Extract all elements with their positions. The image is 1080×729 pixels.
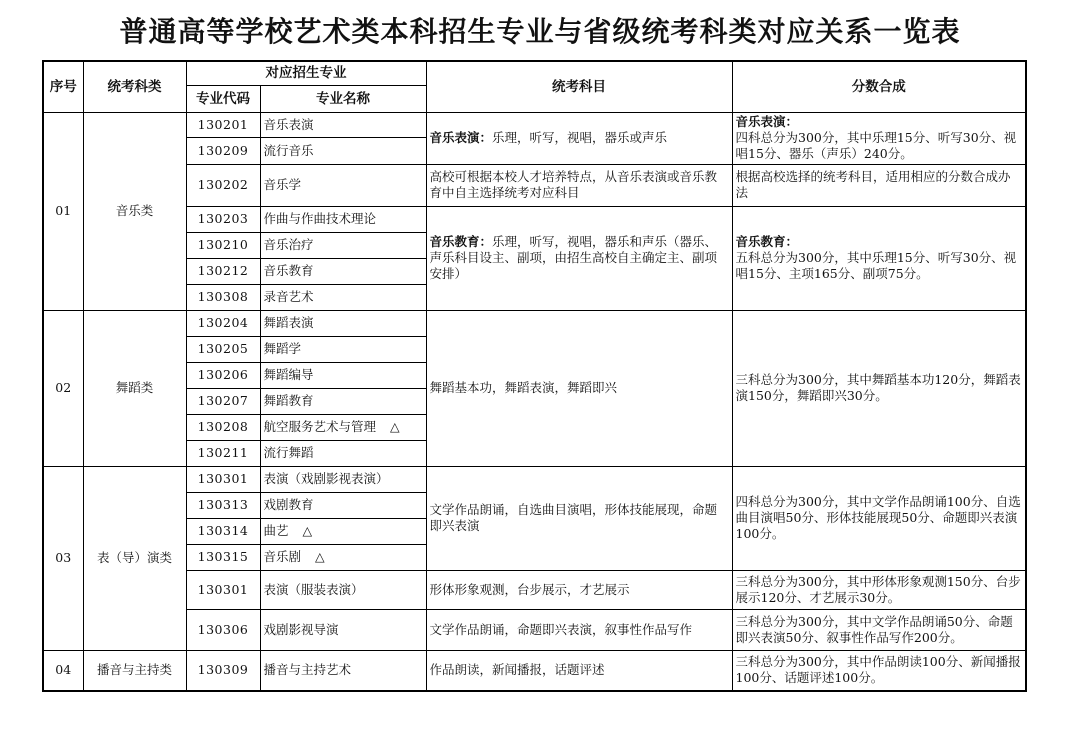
major-name: 作曲与作曲技术理论 [260, 206, 426, 232]
subjects-cell: 舞蹈基本功，舞蹈表演，舞蹈即兴 [426, 310, 732, 466]
major-name: 播音与主持艺术 [260, 650, 426, 691]
score-cell: 三科总分为300分，其中舞蹈基本功120分，舞蹈表演150分，舞蹈即兴30分。 [732, 310, 1026, 466]
score-cell: 根据高校选择的统考科目，适用相应的分数合成办法 [732, 164, 1026, 206]
major-name: 舞蹈表演 [260, 310, 426, 336]
major-code: 130203 [186, 206, 260, 232]
major-name-text: 曲艺 [263, 523, 289, 538]
major-code: 130205 [186, 336, 260, 362]
major-code: 130211 [186, 440, 260, 466]
seq-cell: 03 [43, 466, 83, 650]
triangle-mark-icon: △ [302, 523, 313, 538]
header-row [43, 61, 1026, 85]
major-name-text: 航空服务艺术与管理 [263, 419, 377, 434]
subject-label: 音乐教育： [429, 234, 493, 249]
major-name [260, 518, 426, 544]
header-seq: 序号 [43, 61, 83, 112]
major-name: 流行音乐 [260, 137, 426, 164]
major-code: 130301 [186, 466, 260, 492]
table-row [43, 164, 1026, 206]
subjects-cell: 形体形象观测，台步展示，才艺展示 [426, 570, 732, 609]
score-cell: 三科总分为300分，其中文学作品朗诵50分、命题即兴表演50分、叙事性作品写作200分。 [732, 609, 1026, 650]
major-name: 音乐学 [260, 164, 426, 206]
table-row [43, 112, 1026, 137]
header-major-group: 对应招生专业 [186, 61, 426, 85]
major-name: 流行舞蹈 [260, 440, 426, 466]
major-name: 表演（戏剧影视表演） [260, 466, 426, 492]
score-cell: 四科总分为300分，其中文学作品朗诵100分、自选曲目演唱50分、形体技能展现50分、命题即兴表演100分。 [732, 466, 1026, 570]
major-code: 130209 [186, 137, 260, 164]
major-name [260, 414, 426, 440]
major-code: 130210 [186, 232, 260, 258]
seq-cell: 01 [43, 112, 83, 310]
major-code: 130206 [186, 362, 260, 388]
category-cell: 舞蹈类 [83, 310, 186, 466]
subjects-cell: 作品朗读，新闻播报，话题评述 [426, 650, 732, 691]
major-name: 表演（服装表演） [260, 570, 426, 609]
score-cell: 三科总分为300分，其中作品朗读100分、新闻播报100分、话题评述100分。 [732, 650, 1026, 691]
subject-text: 乐理，听写，视唱，器乐和声乐（器乐、声乐科目设主、副项，由招生高校自主确定主、副项安排） [429, 234, 718, 281]
major-name: 舞蹈编导 [260, 362, 426, 388]
triangle-mark-icon: △ [315, 549, 325, 564]
major-code: 130314 [186, 518, 260, 544]
subjects-cell: 高校可根据本校人才培养特点，从音乐表演或音乐教育中自主选择统考对应科目 [426, 164, 732, 206]
major-code: 130201 [186, 112, 260, 137]
major-code: 130207 [186, 388, 260, 414]
subject-label: 音乐表演： [429, 130, 493, 145]
score-label: 音乐教育： [735, 234, 799, 249]
subject-text: 乐理，听写，视唱，器乐或声乐 [492, 130, 668, 145]
major-code: 130301 [186, 570, 260, 609]
major-code: 130204 [186, 310, 260, 336]
major-code: 130315 [186, 544, 260, 570]
score-cell [732, 112, 1026, 164]
table-row [43, 466, 1026, 492]
major-name [260, 544, 426, 570]
header-code: 专业代码 [186, 85, 260, 112]
major-code: 130309 [186, 650, 260, 691]
major-name: 戏剧教育 [260, 492, 426, 518]
header-name: 专业名称 [260, 85, 426, 112]
major-code: 130202 [186, 164, 260, 206]
major-name: 音乐治疗 [260, 232, 426, 258]
major-code: 130306 [186, 609, 260, 650]
major-code: 130208 [186, 414, 260, 440]
subjects-cell: 文学作品朗诵，命题即兴表演，叙事性作品写作 [426, 609, 732, 650]
major-name: 舞蹈教育 [260, 388, 426, 414]
major-name: 录音艺术 [260, 284, 426, 310]
category-cell: 表（导）演类 [83, 466, 186, 650]
header-score: 分数合成 [732, 61, 1026, 112]
score-text: 四科总分为300分，其中乐理15分、听写30分、视唱15分、器乐（声乐）240分。 [735, 130, 1017, 161]
major-code: 130308 [186, 284, 260, 310]
major-code: 130313 [186, 492, 260, 518]
score-text: 五科总分为300分，其中乐理15分、听写30分、视唱15分、主项165分、副项75分。 [735, 250, 1017, 281]
score-cell: 三科总分为300分，其中形体形象观测150分、台步展示120分、才艺展示30分。 [732, 570, 1026, 609]
table-row [43, 609, 1026, 650]
table-row [43, 310, 1026, 336]
score-cell [732, 206, 1026, 310]
table-row [43, 570, 1026, 609]
header-subjects: 统考科目 [426, 61, 732, 112]
triangle-mark-icon: △ [390, 419, 400, 434]
major-name: 音乐教育 [260, 258, 426, 284]
major-name-text: 音乐剧 [263, 549, 302, 564]
table-row [43, 206, 1026, 232]
score-label: 音乐表演： [735, 114, 799, 129]
major-code: 130212 [186, 258, 260, 284]
major-name: 舞蹈学 [260, 336, 426, 362]
category-cell: 播音与主持类 [83, 650, 186, 691]
header-category: 统考科类 [83, 61, 186, 112]
category-cell: 音乐类 [83, 112, 186, 310]
subjects-cell [426, 206, 732, 310]
page-title: 普通高等学校艺术类本科招生专业与省级统考科类对应关系一览表 [119, 15, 961, 48]
mapping-table [42, 60, 1027, 692]
major-name: 音乐表演 [260, 112, 426, 137]
subjects-cell [426, 112, 732, 164]
seq-cell: 04 [43, 650, 83, 691]
subjects-cell: 文学作品朗诵，自选曲目演唱，形体技能展现，命题即兴表演 [426, 466, 732, 570]
seq-cell: 02 [43, 310, 83, 466]
major-name: 戏剧影视导演 [260, 609, 426, 650]
table-row [43, 650, 1026, 691]
